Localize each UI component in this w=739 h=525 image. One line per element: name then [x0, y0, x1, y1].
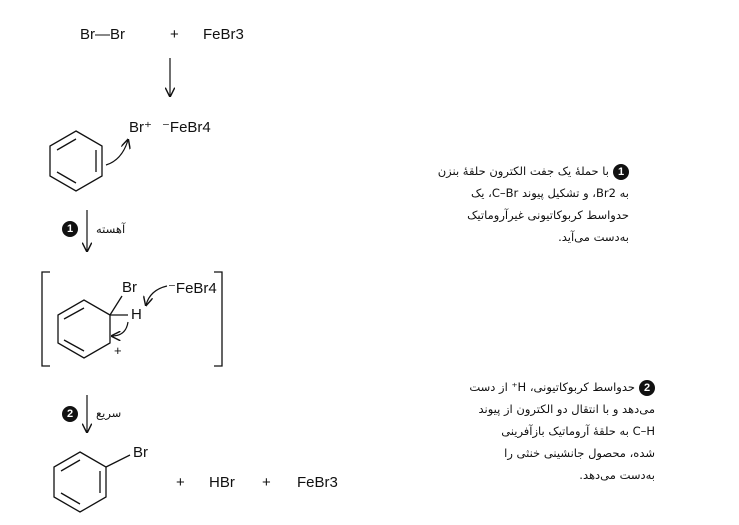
curved-arrow-deprotonation: [146, 286, 167, 305]
positive-charge-label: +: [114, 343, 122, 358]
step2-number-badge: 2: [62, 406, 78, 422]
explanation-step2: [469, 376, 655, 486]
note2-line-5: به‌دست می‌دهد.: [579, 468, 655, 482]
iron-tribromide-product: FeBr3: [297, 474, 338, 491]
curved-arrow-bond-shift: [112, 322, 128, 336]
note2-number-badge: 2: [639, 380, 655, 396]
note1-line-3: حدواسط کربوکاتیونی غیرآروماتیک: [467, 208, 629, 222]
bracket-left: [42, 272, 50, 366]
note1-line-1: با حملهٔ یک جفت الکترون حلقهٔ بنزن: [437, 164, 609, 178]
intermediate-febr4-label: ⁻FeBr4: [168, 280, 217, 297]
note2-line-4: شده، محصول جانشینی خنثی را: [504, 446, 655, 460]
intermediate-h-label: H: [131, 306, 142, 323]
iron-tribromide: FeBr3: [203, 26, 244, 43]
note1-line-2: به Br2، و تشکیل پیوند C–Br، یک: [471, 186, 629, 200]
benzene-ring-reactant: [50, 131, 102, 191]
bromine-molecule: Br—Br: [80, 26, 125, 43]
explanation-step1: [438, 160, 629, 248]
note1-line-4: به‌دست می‌آید.: [558, 230, 629, 244]
step1-speed-label: آهسته: [96, 222, 126, 236]
bromonium-label: Br⁺: [129, 119, 152, 136]
note2-line-2: می‌دهد و با انتقال دو الکترون از پیوند: [478, 402, 655, 416]
benzene-ring-product: [54, 452, 130, 512]
curved-arrow-attack: [106, 140, 128, 165]
note1-number-badge: 1: [613, 164, 629, 180]
note2-line-1: حدواسط کربوکاتیونی، H⁺ از دست: [469, 380, 635, 394]
plus-sign-products-1: +: [176, 474, 185, 491]
step2-speed-label: سریع: [96, 406, 122, 420]
plus-sign-reactants: +: [170, 26, 179, 43]
intermediate-br-label: Br: [122, 279, 137, 296]
step1-number-badge: 1: [62, 221, 78, 237]
product-br-label: Br: [133, 444, 148, 461]
note2-line-3: C–H به حلقهٔ آروماتیک بازآفرینی: [501, 424, 655, 438]
hydrogen-bromide: HBr: [209, 474, 235, 491]
plus-sign-products-2: +: [262, 474, 271, 491]
tetrabromoferrate-label: ⁻FeBr4: [162, 119, 211, 136]
